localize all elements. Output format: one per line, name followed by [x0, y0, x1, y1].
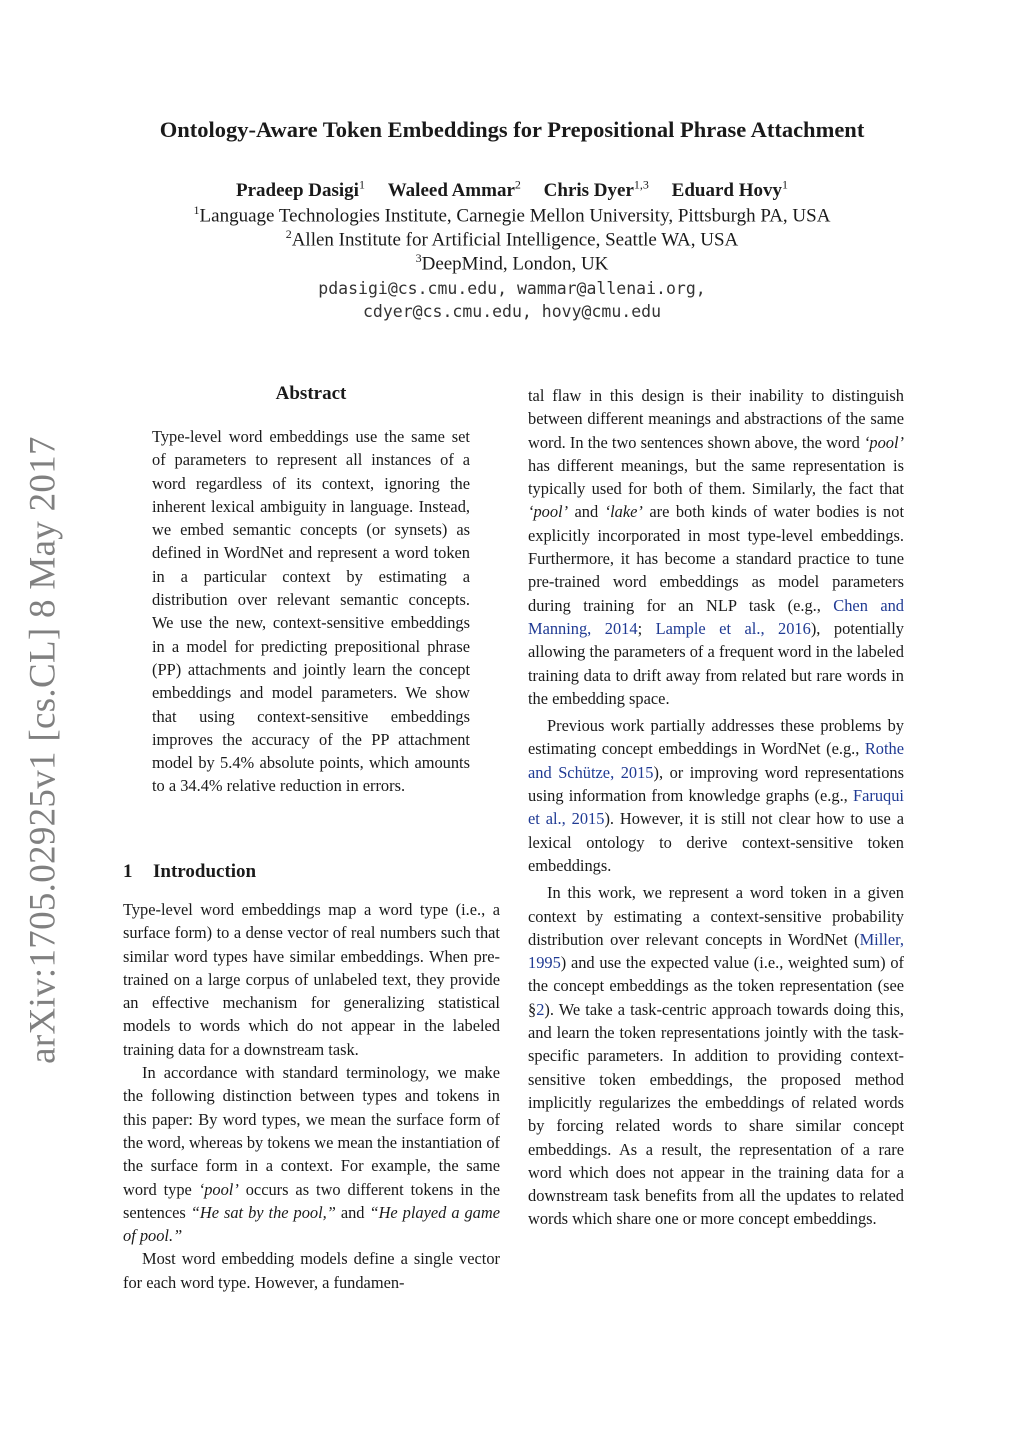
citation-link[interactable]: Miller, 1995 — [528, 929, 904, 973]
affiliation: $^3$DeepMind, London, UK — [415, 251, 609, 275]
section-heading-introduction: 1 Introduction — [123, 861, 257, 882]
author-list — [0, 178, 1024, 202]
author: Eduard Hovy$^1$ — [671, 178, 788, 202]
author-emails-line-1: pdasigi@cs.cmu.edu, wammar@allenai.org, — [318, 279, 706, 298]
abstract-body: Type-level word embeddings use the same set of parameters to represent all instances of a word regardless of its context, ignoring the inherent lexical ambiguity in language. Instead, we embed semantic concepts (or synsets) as defined in WordNet and represent a word token in a particular context by estimating a distribution over relevant semantic concepts. We use the new, context-sensitive embeddings in a model for predicting prepositional phrase (PP) attachments and jointly learn the concept embeddings and model parameters. We show that using context-sensitive embeddings improves the accuracy of the PP attachment model by 5.4% absolute points, which amounts to a 34.4% relative reduction in errors. — [152, 427, 470, 796]
affiliation: $^1$Language Technologies Institute, Carnegie Mellon University, Pittsburgh PA, USA — [193, 203, 831, 227]
author: Pradeep Dasigi$^1$ — [236, 178, 365, 202]
citation-link[interactable]: Lample et al., 2016 — [655, 618, 811, 638]
paragraph: In this work, we represent a word token in a given context by estimating a context-sensitive probability distribution over relevant concepts in WordNet (Miller, 1995) and use the expected value (i.e., weighted sum) of the concept embeddings as the token representation (see §2). We take a task-centric approach towards doing this, and learn the token representations jointly with the task-specific parameters. In addition to providing context-sensitive token embeddings, the proposed method implicitly regularizes the embeddings of related words by forcing related words to share similar concept embeddings. As a result, the representation of a rare word which does not appear in the training data for a downstream task benefits from all the updates to related words which share one or more concept embeddings. — [528, 883, 904, 1229]
paragraph: Type-level word embeddings map a word type (i.e., a surface form) to a dense vector of real numbers such that similar word types have similar embeddings. When pre-trained on a large corpus of unlabeled text, they provide an effective mechanism for generalizing statistical models to words which do not appear in the labeled training data for a downstream task. — [123, 900, 500, 1059]
author: Chris Dyer$^{1,3}$ — [543, 178, 649, 202]
paragraph: Previous work partially addresses these problems by estimating concept embeddings in WordNet (e.g., Rothe and Schütze, 2015), or improving word representations using information from knowledge graphs (e.g., Faruqui et al., 2015). However, it is still not clear how to use a lexical ontology to derive context-sensitive token embeddings. — [528, 716, 904, 875]
citation-link[interactable]: Rothe and Schütze, 2015 — [528, 739, 904, 782]
paper-title: Ontology-Aware Token Embeddings for Prepositional Phrase Attachment — [159, 117, 865, 142]
abstract-heading: Abstract — [275, 383, 347, 404]
section-reference-link[interactable]: 2 — [536, 999, 545, 1019]
citation-link[interactable]: Chen and Manning, 2014 — [528, 595, 904, 638]
right-column-body — [528, 384, 904, 1231]
author-emails-line-2: cdyer@cs.cmu.edu, hovy@cmu.edu — [362, 302, 661, 321]
citation-link[interactable]: Faruqui et al., 2015 — [528, 786, 904, 829]
paragraph: In accordance with standard terminology, we make the following distinction between types and tokens in this paper: By word types, we mean the surface form of the word, whereas by tokens we mean the instantiation of the surface form in a context. For example, the same word type ‘pool’ occurs as two different tokens in the sentences “He sat by the pool,” and “He played a game of pool.” — [123, 1063, 500, 1246]
left-column-body — [123, 898, 500, 1294]
author: Waleed Ammar$^2$ — [387, 178, 521, 202]
paragraph: Most word embedding models define a single vector for each word type. However, a fundamen- — [123, 1249, 500, 1292]
paragraph: tal flaw in this design is their inability to distinguish between different meanings and abstractions of the same word. In the two sentences shown above, the word ‘pool’ has different meanings, but the same representation is typically used for both of them. Similarly, the fact that ‘pool’ and ‘lake’ are both kinds of water bodies is not explicitly incorporated in most type-level embeddings. Furthermore, it has become a standard practice to tune pre-trained word embeddings as model parameters during training for an NLP task (e.g., Chen and Manning, 2014; Lample et al., 2016), potentially allowing the parameters of a frequent word in the labeled training data to drift away from related but rare words in the embedding space. — [528, 386, 904, 708]
affiliation: $^2$Allen Institute for Artificial Intelligence, Seattle WA, USA — [285, 227, 739, 251]
